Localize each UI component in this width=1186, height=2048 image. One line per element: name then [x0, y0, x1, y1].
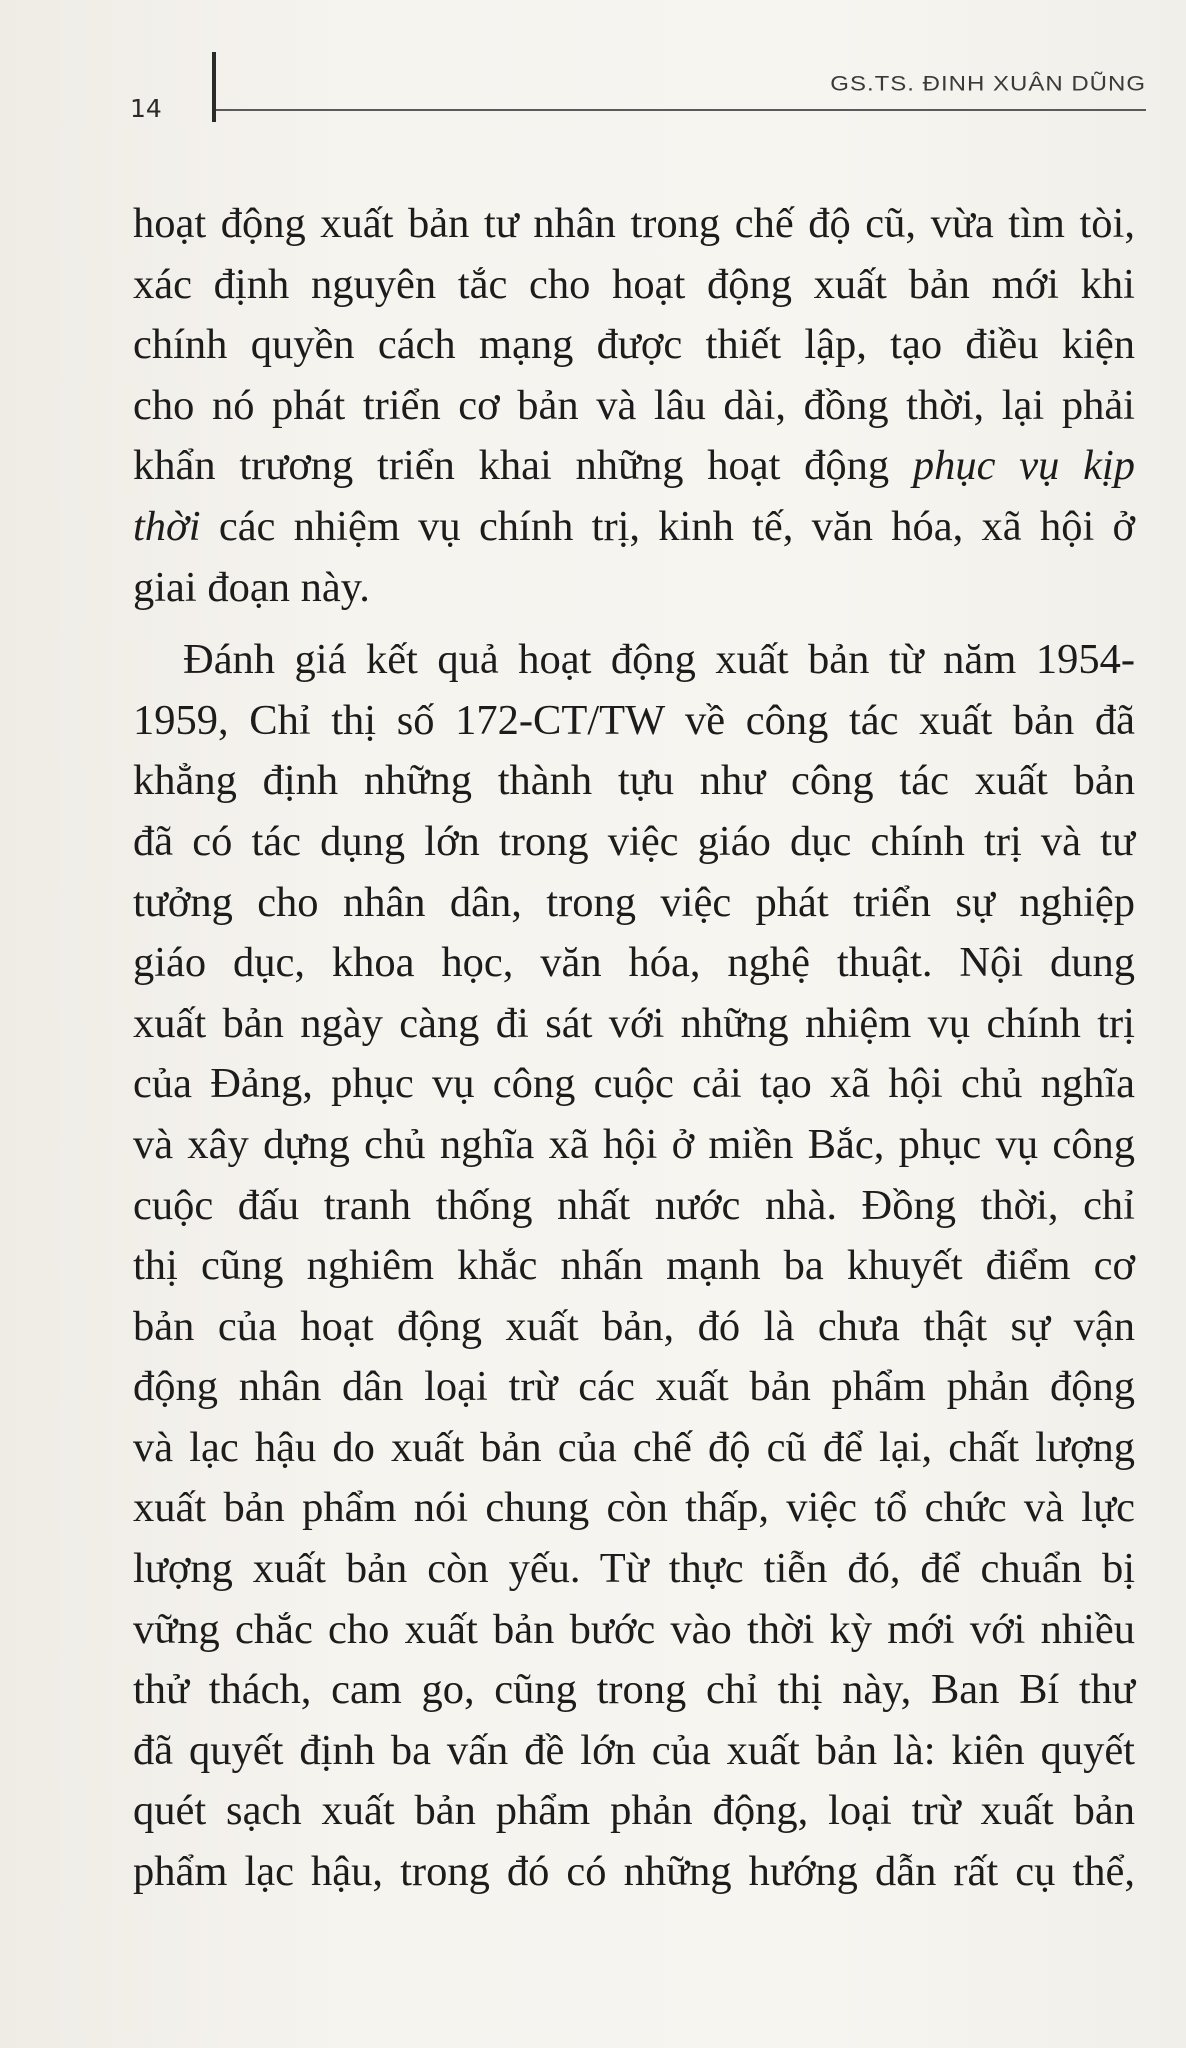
- text-line: phẩm lạc hậu, trong đó có những hướng dẫn rất cụ thể,: [133, 1848, 1135, 1896]
- text-line: 1959, Chỉ thị số 172-CT/TW về công tác xuất bản đã: [133, 696, 1135, 744]
- text-line: [133, 436, 1135, 497]
- text-line: và xây dựng chủ nghĩa xã hội ở miền Bắc, phục vụ công: [133, 1120, 1135, 1168]
- text-line: [133, 497, 1135, 558]
- italic-phrase: phục vụ kịp: [912, 442, 1135, 490]
- text-line: đã quyết định ba vấn đề lớn của xuất bản là: kiên quyết: [133, 1726, 1135, 1774]
- page-number: 14: [130, 94, 162, 123]
- text-line: thị cũng nghiêm khắc nhấn mạnh ba khuyết điểm cơ: [133, 1242, 1135, 1290]
- text-line: bản của hoạt động xuất bản, đó là chưa thật sự vận: [133, 1302, 1135, 1350]
- text-line: vững chắc cho xuất bản bước vào thời kỳ mới với nhiều: [133, 1605, 1135, 1653]
- text-line: của Đảng, phục vụ công cuộc cải tạo xã hội chủ nghĩa: [133, 1060, 1135, 1108]
- text-line: giai đoạn này.: [133, 563, 370, 611]
- text-line: xuất bản ngày càng đi sát với những nhiệm vụ chính trị: [133, 999, 1135, 1047]
- text-line: tưởng cho nhân dân, trong việc phát triển sự nghiệp: [133, 878, 1135, 926]
- running-head-author: GS.TS. ĐINH XUÂN DŨNG: [830, 71, 1146, 96]
- text-segment: khẩn trương triển khai những hoạt động: [133, 442, 913, 490]
- text-line: cuộc đấu tranh thống nhất nước nhà. Đồng thời, chỉ: [133, 1181, 1135, 1229]
- header-rule: [216, 109, 1146, 111]
- paragraph-1: [133, 194, 1135, 618]
- text-segment: các nhiệm vụ chính trị, kinh tế, văn hóa, xã hội ở: [200, 502, 1135, 550]
- text-line: khẳng định những thành tựu như công tác xuất bản: [133, 757, 1135, 805]
- italic-phrase: thời: [133, 502, 201, 550]
- text-line: lượng xuất bản còn yếu. Từ thực tiễn đó, để chuẩn bị: [133, 1545, 1135, 1593]
- text-line: Đánh giá kết quả hoạt động xuất bản từ năm 1954-: [183, 636, 1135, 684]
- text-line: cho nó phát triển cơ bản và lâu dài, đồng thời, lại phải: [133, 381, 1135, 429]
- text-line: chính quyền cách mạng được thiết lập, tạo điều kiện: [133, 321, 1135, 369]
- text-line: hoạt động xuất bản tư nhân trong chế độ cũ, vừa tìm tòi,: [133, 200, 1135, 247]
- text-line: xác định nguyên tắc cho hoạt động xuất bản mới khi: [133, 260, 1135, 308]
- text-line: thử thách, cam go, cũng trong chỉ thị này, Ban Bí thư: [133, 1666, 1135, 1714]
- header-vertical-bar: [212, 52, 216, 122]
- body-text: [133, 194, 1135, 1903]
- text-line: đã có tác dụng lớn trong việc giáo dục chính trị và tư: [133, 817, 1135, 865]
- text-line: quét sạch xuất bản phẩm phản động, loại trừ xuất bản: [133, 1787, 1135, 1835]
- text-line: xuất bản phẩm nói chung còn thấp, việc tổ chức và lực: [133, 1484, 1135, 1532]
- text-line: động nhân dân loại trừ các xuất bản phẩm phản động: [133, 1363, 1135, 1411]
- text-line: giáo dục, khoa học, văn hóa, nghệ thuật. Nội dung: [133, 939, 1135, 987]
- paragraph-2: [133, 630, 1135, 1902]
- text-line: và lạc hậu do xuất bản của chế độ cũ để lại, chất lượng: [133, 1423, 1135, 1471]
